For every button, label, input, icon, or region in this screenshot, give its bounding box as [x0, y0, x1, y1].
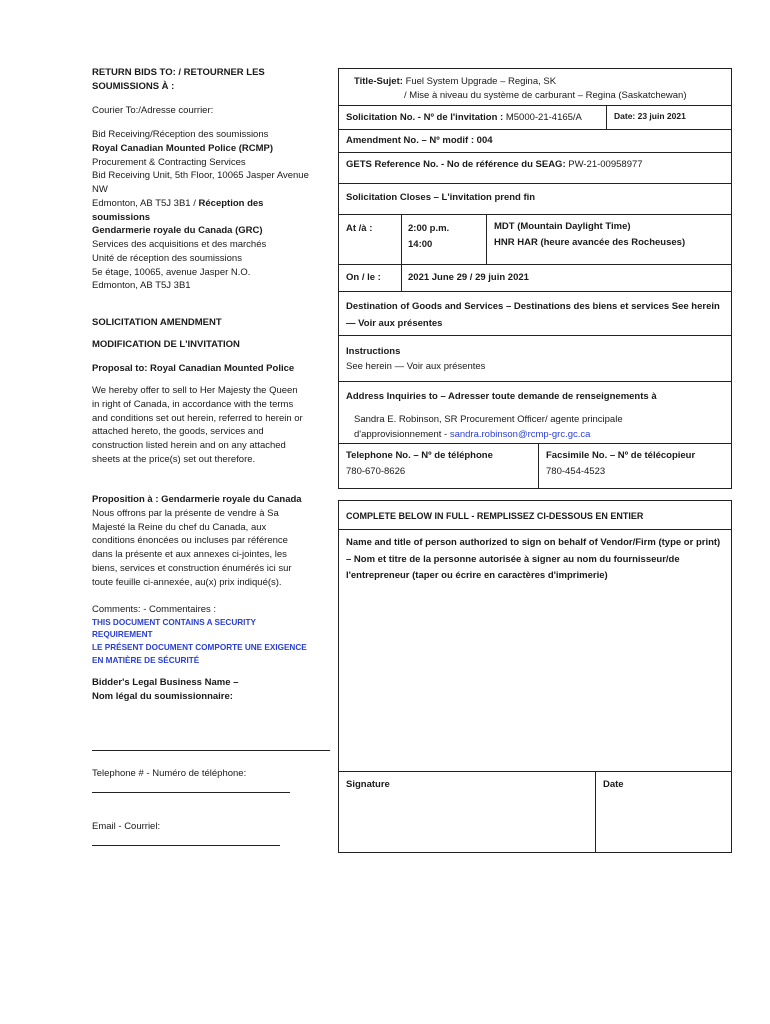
city-en: Edmonton, AB T5J 3B1 / — [92, 197, 196, 209]
comments-label: Comments: - Commentaires : — [92, 604, 217, 615]
title-value: Fuel System Upgrade – Regina, SK — [405, 76, 557, 87]
gets-row — [346, 158, 726, 172]
rule — [338, 183, 732, 184]
proposal-wrap — [92, 362, 324, 376]
name-title-label[interactable]: Name and title of person authorized to sign on behalf of Vendor/Firm (type or print) – Nom et titre de la personne autorisée à signer au nom du fournisseur/de l'entrepreneur (taper ou écrire en caractères d'imprimerie) — [346, 537, 721, 582]
rule — [338, 381, 732, 382]
modif-heading-wrap — [92, 338, 324, 352]
date-value: Date: 23 juin 2021 — [614, 111, 686, 121]
rule — [338, 129, 732, 130]
sol-no-label: Solicitation No. - Nº de l'invitation : — [346, 112, 504, 123]
comments-wrap — [92, 603, 324, 668]
on-label: On / le : — [346, 272, 381, 283]
rule — [595, 771, 596, 853]
tz-fr: HNR HAR (heure avancée des Rocheuses) — [494, 237, 686, 248]
rule — [338, 443, 732, 444]
address-inquiries: Address Inquiries to – Adresser toute demande de renseignements à — [346, 391, 657, 402]
rcmp-name: Royal Canadian Mounted Police (RCMP) — [92, 142, 274, 154]
signature-label[interactable]: Signature — [346, 779, 390, 790]
rule — [338, 529, 732, 530]
rule — [338, 105, 732, 106]
rule — [401, 214, 402, 291]
rule — [338, 291, 732, 292]
rule — [338, 335, 732, 336]
bidder-name-line[interactable] — [92, 750, 330, 751]
email-wrap — [92, 820, 324, 834]
gets-value: PW-21-00958977 — [568, 159, 643, 170]
proposition-wrap — [92, 493, 322, 589]
at-label: At /à : — [346, 223, 373, 234]
rule — [338, 152, 732, 153]
contact-block — [354, 413, 699, 442]
fax-label: Facsimile No. – Nº de télécopieur — [546, 450, 696, 461]
time-fr: 14:00 — [408, 239, 433, 250]
unite-fr: Unité de réception des soumissions — [92, 252, 242, 264]
contact-email-link[interactable]: sandra.robinson@rcmp-grc.gc.ca — [449, 428, 591, 440]
on-value: 2021 June 29 / 29 juin 2021 — [408, 272, 529, 283]
return-bids-label: RETURN BIDS TO: / RETOURNER LES SOUMISSIONS À : — [92, 67, 265, 92]
city-line — [92, 197, 324, 225]
grc-name: Gendarmerie royale du Canada (GRC) — [92, 225, 263, 237]
bidder-wrap — [92, 676, 257, 704]
time-en: 2:00 p.m. — [408, 223, 450, 234]
sol-no-row — [346, 111, 611, 125]
rule — [338, 771, 732, 772]
proposal-to: Proposal to: Royal Canadian Mounted Police — [92, 363, 295, 374]
date-label[interactable]: Date — [603, 779, 624, 790]
contact-text: Sandra E. Robinson, SR Procurement Officer/ agente principale d'approvisionnement - — [354, 414, 623, 440]
unit-address: Bid Receiving Unit, 5th Floor, 10065 Jasper Avenue NW — [92, 170, 309, 196]
amendment-no: Amendment No. – Nº modif : 004 — [346, 135, 493, 146]
address-block — [92, 128, 324, 293]
fax-value: 780-454-4523 — [546, 466, 606, 477]
gets-label: GETS Reference No. - No de référence du SEAG: — [346, 159, 566, 170]
telephone-line[interactable] — [92, 792, 290, 793]
tel-label: Telephone No. – Nº de téléphone — [346, 450, 493, 461]
reception-fr: Réception des soumissions — [92, 197, 264, 223]
return-bids-heading — [92, 66, 324, 94]
tel-value: 780-670-8626 — [346, 466, 406, 477]
courier-block — [92, 104, 324, 118]
courier-label: Courier To:/Adresse courrier: — [92, 105, 214, 116]
instructions-label: Instructions — [346, 346, 401, 357]
sol-amend: SOLICITATION AMENDMENT — [92, 317, 222, 328]
rule — [338, 264, 732, 265]
rule — [606, 105, 607, 129]
security-en: THIS DOCUMENT CONTAINS A SECURITY REQUIREMENT — [92, 617, 256, 640]
title-label: Title-Sujet: — [354, 76, 403, 87]
etage-fr: 5e étage, 10065, avenue Jasper N.O. — [92, 266, 251, 278]
proposition-heading: Proposition à : Gendarmerie royale du Canada — [92, 494, 302, 505]
see-herein: See herein — Voir aux présentes — [346, 361, 486, 372]
amendment-heading — [92, 316, 324, 330]
city-fr: Edmonton, AB T5J 3B1 — [92, 280, 191, 292]
sol-no-value: M5000-21-4165/A — [505, 112, 582, 123]
offer-fr: Nous offrons par la présente de vendre à Sa Majesté la Reine du chef du Canada, aux conditions énoncées ou incluses par référence dans la présente et aux annexes ci-jointes, les biens, services et construction énumérés ici sur toute feuille ci-annexée, au(x) prix indiqué(s). — [92, 507, 292, 588]
tz-en: MDT (Mountain Daylight Time) — [494, 221, 631, 232]
bidder-name-label: Bidder's Legal Business Name – Nom légal du soumissionnaire: — [92, 677, 239, 702]
telephone-wrap — [92, 767, 324, 781]
offer-en-wrap — [92, 384, 307, 467]
rule — [338, 214, 732, 215]
bid-receiving: Bid Receiving/Réception des soumissions — [92, 129, 269, 140]
title-row — [354, 75, 724, 89]
destination: Destination of Goods and Services – Destinations des biens et services See herein — Voir aux présentes — [346, 301, 720, 329]
rule — [538, 443, 539, 489]
closes-label: Solicitation Closes – L'invitation prend fin — [346, 192, 536, 203]
title-fr: / Mise à niveau du système de carburant – Regina (Saskatchewan) — [404, 90, 687, 101]
telephone-label: Telephone # - Numéro de téléphone: — [92, 768, 247, 779]
services-fr: Services des acquisitions et des marchés — [92, 239, 267, 251]
modif-heading: MODIFICATION DE L'INVITATION — [92, 339, 240, 350]
email-label: Email - Courriel: — [92, 821, 161, 832]
security-fr: LE PRÉSENT DOCUMENT COMPORTE UNE EXIGENCE EN MATIÈRE DE SÉCURITÉ — [92, 643, 307, 665]
email-line[interactable] — [92, 845, 280, 846]
procurement-services: Procurement & Contracting Services — [92, 156, 246, 168]
rule — [486, 214, 487, 264]
complete-below: COMPLETE BELOW IN FULL - REMPLISSEZ CI-DESSOUS EN ENTIER — [346, 511, 644, 521]
offer-en: We hereby offer to sell to Her Majesty the Queen in right of Canada, in accordance with the terms and conditions set out herein, referred to herein or attached hereto, the goods, services and construction listed herein and on any attached sheets at the price(s) set out therefore. — [92, 385, 303, 465]
